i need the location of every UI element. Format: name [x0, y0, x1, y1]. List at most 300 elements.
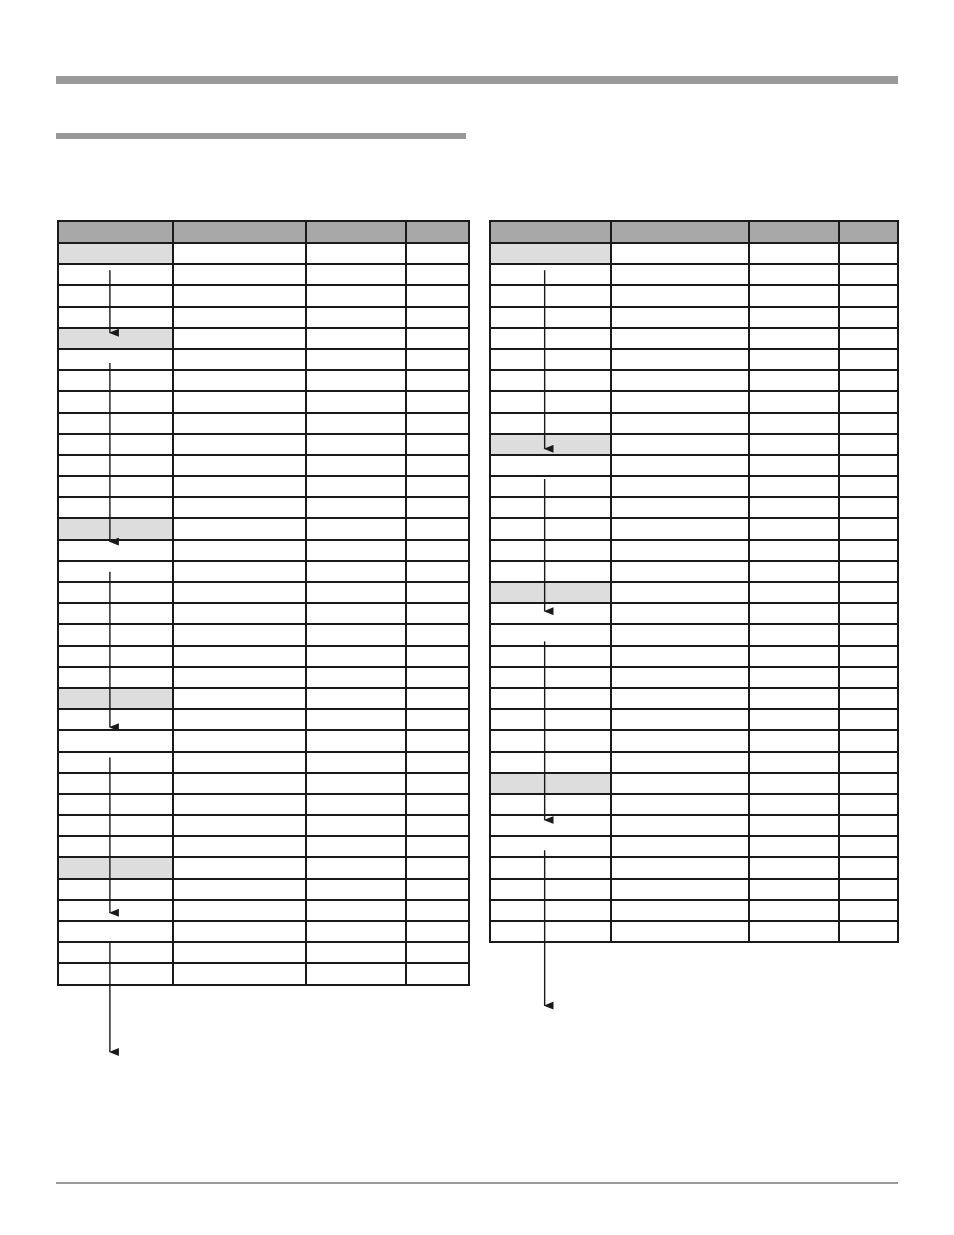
table-cell: [490, 815, 611, 836]
table-row: [58, 773, 469, 794]
group-row: [58, 518, 469, 539]
table-cell: [749, 730, 839, 751]
table-cell: [406, 794, 469, 815]
table-cell: [173, 391, 306, 412]
table-cell: [611, 518, 749, 539]
column-header-1: [490, 221, 611, 243]
table-cell: [611, 603, 749, 624]
table-cell: [173, 264, 306, 285]
group-label-cell: [490, 434, 611, 455]
table-cell: [58, 752, 173, 773]
table-cell: [406, 243, 469, 264]
table-cell: [58, 646, 173, 667]
table-cell: [839, 857, 898, 878]
table-cell: [749, 285, 839, 306]
table-cell: [490, 391, 611, 412]
table-cell: [58, 900, 173, 921]
table-cell: [306, 857, 406, 878]
group-row: [490, 773, 898, 794]
table-cell: [839, 773, 898, 794]
table-cell: [611, 349, 749, 370]
table-cell: [839, 285, 898, 306]
table-cell: [749, 794, 839, 815]
table-cell: [611, 815, 749, 836]
table-cell: [306, 900, 406, 921]
table-cell: [839, 307, 898, 328]
table-cell: [173, 413, 306, 434]
table-row: [490, 879, 898, 900]
table-cell: [406, 370, 469, 391]
table-cell: [490, 561, 611, 582]
table-row: [490, 518, 898, 539]
table-cell: [406, 773, 469, 794]
table-cell: [839, 391, 898, 412]
table-row: [58, 540, 469, 561]
table-cell: [306, 561, 406, 582]
group-label-cell: [490, 773, 611, 794]
table-cell: [173, 646, 306, 667]
table-cell: [306, 667, 406, 688]
table-cell: [749, 752, 839, 773]
table-cell: [839, 561, 898, 582]
table-row: [58, 794, 469, 815]
table-cell: [490, 540, 611, 561]
table-row: [490, 455, 898, 476]
table-row: [58, 497, 469, 518]
table-cell: [406, 624, 469, 645]
table-cell: [749, 370, 839, 391]
table-cell: [306, 773, 406, 794]
table-cell: [749, 582, 839, 603]
group-row: [490, 434, 898, 455]
table-cell: [173, 328, 306, 349]
table-cell: [58, 434, 173, 455]
table-cell: [173, 900, 306, 921]
table-row: [490, 794, 898, 815]
table-cell: [749, 921, 839, 942]
table-cell: [406, 900, 469, 921]
table-cell: [58, 370, 173, 391]
table-cell: [611, 582, 749, 603]
table-cell: [611, 264, 749, 285]
table-header-row: [490, 221, 898, 243]
table-cell: [611, 476, 749, 497]
table-cell: [490, 349, 611, 370]
table-cell: [306, 540, 406, 561]
table-cell: [611, 646, 749, 667]
table-cell: [490, 603, 611, 624]
table-cell: [611, 709, 749, 730]
table-row: [58, 434, 469, 455]
table-cell: [406, 815, 469, 836]
table-cell: [839, 349, 898, 370]
table-cell: [306, 815, 406, 836]
table-cell: [839, 518, 898, 539]
table-cell: [58, 624, 173, 645]
table-cell: [749, 603, 839, 624]
table-cell: [611, 434, 749, 455]
table-row: [490, 540, 898, 561]
table-row: [58, 646, 469, 667]
table-cell: [611, 900, 749, 921]
table-row: [58, 879, 469, 900]
table-cell: [306, 264, 406, 285]
table-cell: [611, 667, 749, 688]
table-row: [58, 582, 469, 603]
table-cell: [490, 730, 611, 751]
table-cell: [306, 307, 406, 328]
table-cell: [839, 794, 898, 815]
table-cell: [749, 434, 839, 455]
table-cell: [611, 391, 749, 412]
table-cell: [58, 582, 173, 603]
table-cell: [490, 413, 611, 434]
table-cell: [611, 773, 749, 794]
table-cell: [749, 540, 839, 561]
table-cell: [406, 264, 469, 285]
table-row: [58, 836, 469, 857]
table-cell: [490, 688, 611, 709]
table-cell: [406, 603, 469, 624]
table-cell: [490, 624, 611, 645]
table-cell: [749, 455, 839, 476]
table-cell: [58, 709, 173, 730]
table-cell: [839, 836, 898, 857]
table-row: [490, 264, 898, 285]
table-cell: [406, 582, 469, 603]
table-row: [490, 730, 898, 751]
table-cell: [611, 921, 749, 942]
group-row: [490, 582, 898, 603]
table-cell: [490, 328, 611, 349]
table-row: [58, 815, 469, 836]
table-cell: [611, 561, 749, 582]
table-cell: [611, 688, 749, 709]
table-cell: [749, 646, 839, 667]
group-label-cell: [58, 518, 173, 539]
table-cell: [839, 709, 898, 730]
table-cell: [749, 264, 839, 285]
table-cell: [611, 836, 749, 857]
table-cell: [490, 794, 611, 815]
table-cell: [406, 413, 469, 434]
table-row: [58, 455, 469, 476]
table-cell: [749, 328, 839, 349]
table-cell: [58, 836, 173, 857]
table-row: [490, 752, 898, 773]
table-cell: [306, 709, 406, 730]
table-cell: [58, 285, 173, 306]
table-cell: [306, 413, 406, 434]
table-cell: [749, 476, 839, 497]
table-row: [58, 413, 469, 434]
section-heading-rule: [56, 133, 466, 139]
table-cell: [749, 879, 839, 900]
column-header-4: [406, 221, 469, 243]
table-cell: [406, 752, 469, 773]
table-cell: [173, 879, 306, 900]
settings-table-left: [57, 220, 470, 986]
table-cell: [58, 561, 173, 582]
table-cell: [406, 540, 469, 561]
table-cell: [306, 879, 406, 900]
table-cell: [749, 518, 839, 539]
table-cell: [490, 900, 611, 921]
table-cell: [839, 328, 898, 349]
table-cell: [611, 730, 749, 751]
table-cell: [406, 328, 469, 349]
table-row: [490, 497, 898, 518]
table-cell: [839, 243, 898, 264]
table-cell: [490, 476, 611, 497]
table-row: [58, 900, 469, 921]
table-row: [58, 624, 469, 645]
table-row: [490, 709, 898, 730]
table-cell: [173, 857, 306, 878]
table-cell: [306, 942, 406, 963]
table-cell: [490, 709, 611, 730]
table-row: [58, 709, 469, 730]
group-label-cell: [58, 857, 173, 878]
table-cell: [749, 413, 839, 434]
table-cell: [490, 307, 611, 328]
table-cell: [611, 540, 749, 561]
table-cell: [749, 773, 839, 794]
table-cell: [173, 434, 306, 455]
table-cell: [173, 349, 306, 370]
table-cell: [173, 815, 306, 836]
table-cell: [611, 879, 749, 900]
table-cell: [306, 455, 406, 476]
table-cell: [406, 730, 469, 751]
table-cell: [173, 603, 306, 624]
table-cell: [839, 582, 898, 603]
table-row: [58, 730, 469, 751]
table-cell: [173, 836, 306, 857]
table-cell: [406, 963, 469, 984]
table-row: [58, 963, 469, 984]
column-header-1: [58, 221, 173, 243]
table-cell: [58, 264, 173, 285]
group-label-cell: [58, 243, 173, 264]
table-cell: [611, 328, 749, 349]
table-cell: [490, 667, 611, 688]
table-cell: [306, 688, 406, 709]
table-cell: [749, 624, 839, 645]
table-cell: [173, 561, 306, 582]
table-row: [58, 285, 469, 306]
table-cell: [173, 709, 306, 730]
table-cell: [306, 243, 406, 264]
table-cell: [173, 518, 306, 539]
table-cell: [406, 349, 469, 370]
table-cell: [611, 857, 749, 878]
table-cell: [406, 307, 469, 328]
table-cell: [306, 752, 406, 773]
table-row: [58, 391, 469, 412]
table-cell: [839, 752, 898, 773]
table-cell: [406, 667, 469, 688]
table-cell: [306, 794, 406, 815]
table-cell: [306, 328, 406, 349]
table-cell: [490, 921, 611, 942]
table-cell: [749, 688, 839, 709]
table-row: [490, 646, 898, 667]
table-cell: [406, 518, 469, 539]
table-cell: [839, 688, 898, 709]
table-cell: [173, 752, 306, 773]
table-row: [490, 921, 898, 942]
table-cell: [490, 646, 611, 667]
footer-rule: [56, 1182, 898, 1184]
table-cell: [611, 243, 749, 264]
column-header-2: [173, 221, 306, 243]
table-cell: [839, 900, 898, 921]
table-cell: [306, 730, 406, 751]
table-cell: [490, 455, 611, 476]
table-row: [490, 667, 898, 688]
table-cell: [406, 709, 469, 730]
table-cell: [58, 879, 173, 900]
table-cell: [611, 794, 749, 815]
table-cell: [490, 370, 611, 391]
table-cell: [611, 455, 749, 476]
table-row: [58, 561, 469, 582]
table-cell: [749, 709, 839, 730]
table-cell: [173, 921, 306, 942]
table-cell: [406, 561, 469, 582]
table-cell: [173, 370, 306, 391]
table-row: [490, 349, 898, 370]
table-cell: [490, 497, 611, 518]
table-cell: [611, 307, 749, 328]
table-cell: [173, 285, 306, 306]
table-cell: [58, 942, 173, 963]
table-cell: [839, 921, 898, 942]
table-cell: [58, 349, 173, 370]
table-cell: [839, 603, 898, 624]
table-row: [58, 667, 469, 688]
table-cell: [306, 391, 406, 412]
table-row: [490, 561, 898, 582]
table-row: [490, 328, 898, 349]
table-cell: [306, 836, 406, 857]
table-cell: [839, 434, 898, 455]
table-cell: [58, 497, 173, 518]
table-cell: [839, 624, 898, 645]
table-cell: [611, 370, 749, 391]
group-row: [58, 243, 469, 264]
table-cell: [839, 413, 898, 434]
table-row: [490, 900, 898, 921]
group-row: [58, 857, 469, 878]
table-cell: [406, 391, 469, 412]
table-row: [58, 476, 469, 497]
table-cell: [839, 667, 898, 688]
table-cell: [749, 857, 839, 878]
table-cell: [611, 285, 749, 306]
table-cell: [406, 434, 469, 455]
table-cell: [173, 476, 306, 497]
table-cell: [490, 857, 611, 878]
table-cell: [58, 476, 173, 497]
table-cell: [306, 646, 406, 667]
table-cell: [173, 773, 306, 794]
table-cell: [173, 794, 306, 815]
table-cell: [58, 730, 173, 751]
table-cell: [839, 646, 898, 667]
table-row: [490, 624, 898, 645]
group-row: [58, 328, 469, 349]
table-cell: [58, 307, 173, 328]
table-cell: [173, 307, 306, 328]
table-cell: [611, 413, 749, 434]
table-cell: [406, 857, 469, 878]
table-cell: [490, 836, 611, 857]
settings-table-right: [489, 220, 899, 943]
table-row: [58, 349, 469, 370]
table-cell: [306, 370, 406, 391]
table-cell: [406, 942, 469, 963]
table-cell: [749, 243, 839, 264]
table-row: [490, 836, 898, 857]
table-cell: [839, 264, 898, 285]
group-row: [490, 243, 898, 264]
table-cell: [839, 455, 898, 476]
table-cell: [173, 540, 306, 561]
table-cell: [58, 540, 173, 561]
table-row: [490, 285, 898, 306]
table-cell: [58, 603, 173, 624]
table-cell: [306, 349, 406, 370]
table-cell: [58, 391, 173, 412]
table-cell: [173, 667, 306, 688]
table-cell: [490, 879, 611, 900]
table-cell: [173, 942, 306, 963]
table-cell: [749, 815, 839, 836]
table-cell: [406, 455, 469, 476]
table-cell: [839, 815, 898, 836]
table-cell: [749, 900, 839, 921]
table-cell: [839, 497, 898, 518]
table-cell: [58, 794, 173, 815]
table-cell: [406, 646, 469, 667]
table-cell: [58, 921, 173, 942]
table-row: [490, 391, 898, 412]
table-cell: [749, 561, 839, 582]
table-header-row: [58, 221, 469, 243]
column-header-4: [839, 221, 898, 243]
table-cell: [406, 879, 469, 900]
top-header-rule: [56, 76, 898, 84]
column-header-3: [749, 221, 839, 243]
table-cell: [839, 730, 898, 751]
table-cell: [490, 752, 611, 773]
table-cell: [306, 921, 406, 942]
table-cell: [306, 476, 406, 497]
table-cell: [173, 455, 306, 476]
table-cell: [306, 963, 406, 984]
table-cell: [173, 963, 306, 984]
table-cell: [749, 497, 839, 518]
table-row: [490, 815, 898, 836]
table-cell: [173, 730, 306, 751]
table-cell: [306, 518, 406, 539]
table-cell: [58, 667, 173, 688]
table-cell: [173, 497, 306, 518]
table-cell: [306, 434, 406, 455]
table-row: [58, 307, 469, 328]
